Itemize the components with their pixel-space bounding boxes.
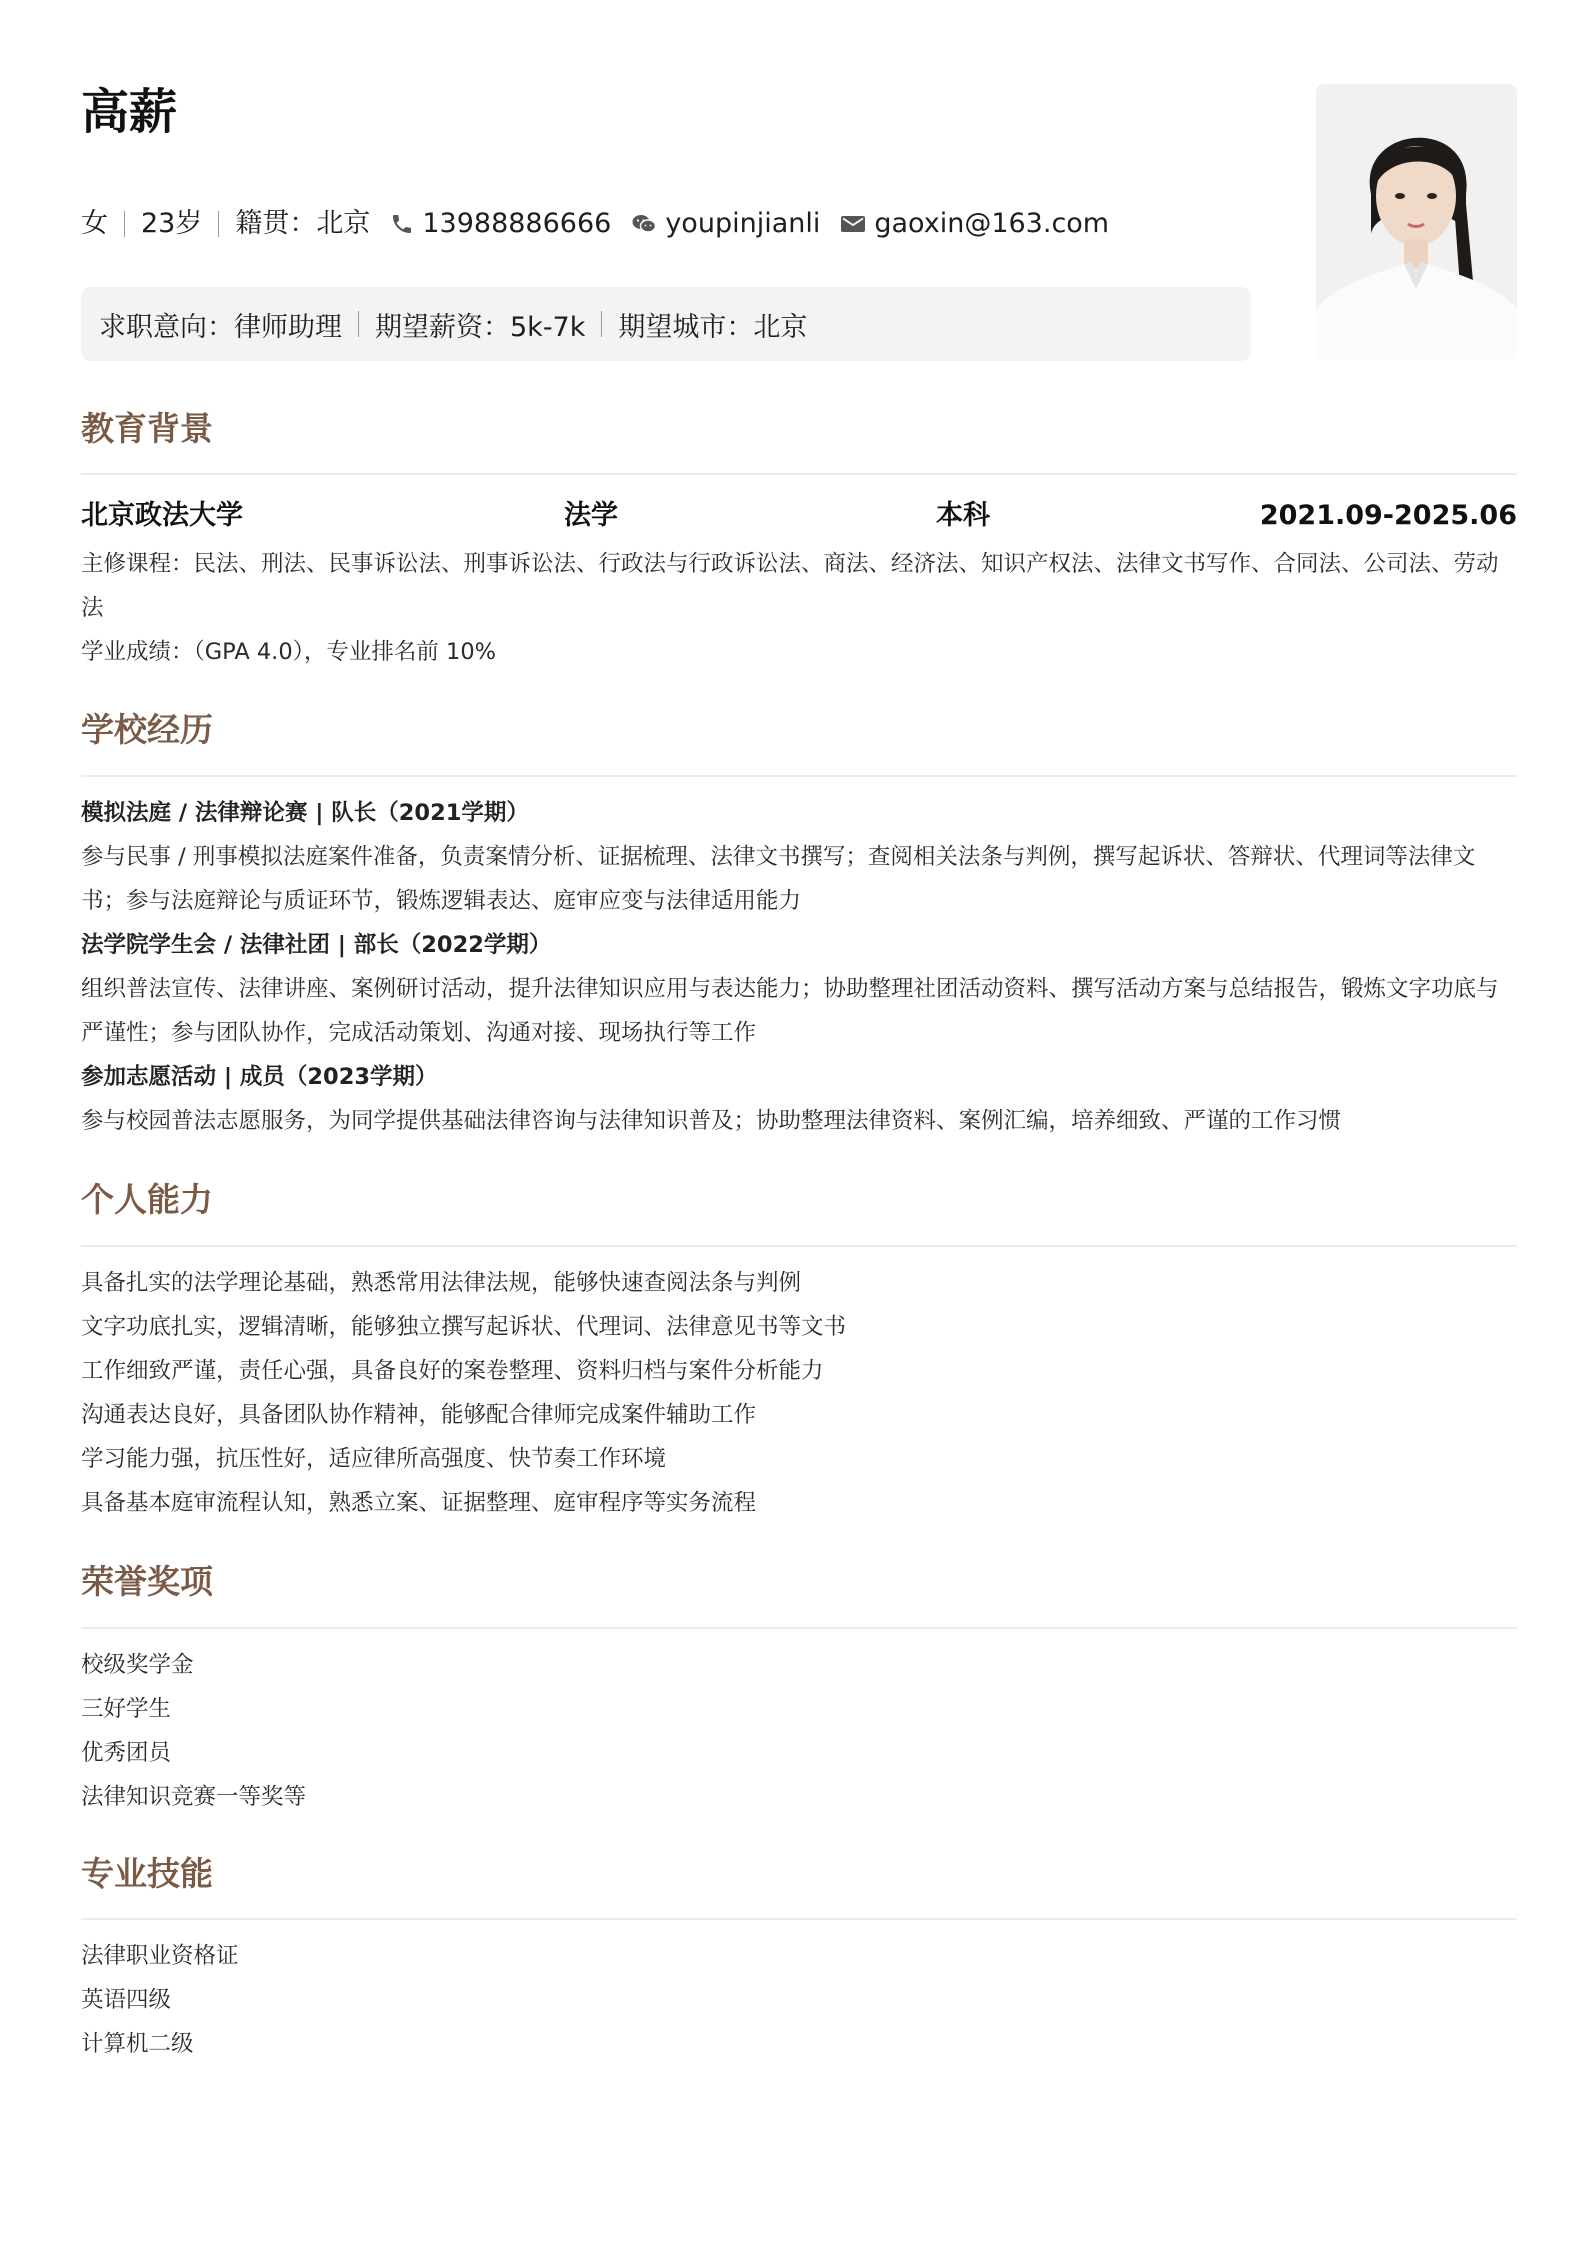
origin: 籍贯：北京	[235, 208, 371, 239]
honor-list	[81, 1643, 1517, 1819]
section-title-skills: 专业技能	[81, 1854, 213, 1893]
experience-description: 组织普法宣传、法律讲座、案例研讨活动，提升法律知识应用与表达能力；协助整理社团活动资料、撰写活动方案与总结报告，锻炼文字功底与严谨性；参与团队协作，完成活动策划、沟通对接、现场执行等工作	[81, 976, 1499, 1046]
list-item: 三好学生	[81, 1696, 172, 1722]
main-courses: 主修课程：民法、刑法、民事诉讼法、刑事诉讼法、行政法与行政诉讼法、商法、经济法、知识产权法、法律文书写作、合同法、公司法、劳动法	[81, 551, 1499, 621]
list-item: 学习能力强，抗压性好，适应律所高强度、快节奏工作环境	[81, 1446, 667, 1472]
wechat-icon	[631, 212, 657, 236]
list-item: 沟通表达良好，具备团队协作精神，能够配合律师完成案件辅助工作	[81, 1402, 757, 1428]
section-title-abilities: 个人能力	[81, 1180, 213, 1219]
wechat-id: youpinjianli	[665, 208, 821, 239]
candidate-name: 高薪	[81, 84, 178, 140]
skill-list	[81, 1934, 1517, 2066]
section-divider	[81, 775, 1517, 777]
age: 23岁	[141, 208, 203, 239]
ability-list	[81, 1261, 1517, 1525]
list-item: 英语四级	[81, 1987, 172, 2013]
section-divider	[81, 1918, 1517, 1920]
section-title-education: 教育背景	[81, 409, 213, 448]
list-item: 具备基本庭审流程认知，熟悉立案、证据整理、庭审程序等实务流程	[81, 1490, 757, 1516]
degree: 本科	[936, 500, 990, 531]
email-icon	[840, 213, 866, 235]
intent-salary: 期望薪资：5k-7k	[375, 311, 586, 343]
section-title-honors: 荣誉奖项	[81, 1562, 213, 1601]
phone-icon	[390, 212, 414, 236]
divider	[218, 211, 219, 237]
wechat-contact	[631, 204, 820, 244]
list-item: 工作细致严谨，责任心强，具备良好的案卷整理、资料归档与案件分析能力	[81, 1358, 824, 1384]
experience-heading: 模拟法庭 / 法律辩论赛 | 队长（2021学期）	[81, 800, 529, 826]
divider	[601, 311, 602, 337]
portrait-illustration	[1316, 84, 1517, 360]
divider	[124, 211, 125, 237]
list-item: 校级奖学金	[81, 1652, 194, 1678]
section-title-school-experience: 学校经历	[81, 710, 213, 749]
section-divider	[81, 1245, 1517, 1247]
list-item: 优秀团员	[81, 1740, 172, 1766]
list-item: 法律知识竞赛一等奖等	[81, 1784, 307, 1810]
section-divider	[81, 1627, 1517, 1629]
job-intent-bar	[81, 287, 1251, 361]
academic-grades: 学业成绩：（GPA 4.0），专业排名前 10%	[81, 639, 497, 665]
email-contact	[840, 204, 1109, 244]
school-name: 北京政法大学	[81, 500, 243, 531]
list-item: 计算机二级	[81, 2031, 194, 2057]
list-item: 具备扎实的法学理论基础，熟悉常用法律法规，能够快速查阅法条与判例	[81, 1270, 802, 1296]
education-row	[81, 498, 1517, 534]
experience-description: 参与民事 / 刑事模拟法庭案件准备，负责案情分析、证据梳理、法律文书撰写；查阅相关法条与判例，撰写起诉状、答辩状、代理词等法律文书；参与法庭辩论与质证环节，锻炼逻辑表达、庭审应变与法律适用能力	[81, 844, 1476, 914]
experience-heading: 参加志愿活动 | 成员（2023学期）	[81, 1064, 438, 1090]
email-address: gaoxin@163.com	[874, 208, 1110, 239]
intent-position: 求职意向：律师助理	[99, 311, 342, 343]
divider	[358, 311, 359, 337]
phone-number: 13988886666	[422, 208, 612, 239]
contact-line	[81, 204, 1129, 244]
intent-city: 期望城市：北京	[618, 311, 808, 343]
gender: 女	[81, 208, 108, 239]
major: 法学	[564, 500, 618, 531]
experience-heading: 法学院学生会 / 法律社团 | 部长（2022学期）	[81, 932, 552, 958]
list-item: 文字功底扎实，逻辑清晰，能够独立撰写起诉状、代理词、法律意见书等文书	[81, 1314, 847, 1340]
list-item: 法律职业资格证	[81, 1943, 239, 1969]
experience-description: 参与校园普法志愿服务，为同学提供基础法律咨询与法律知识普及；协助整理法律资料、案例汇编，培养细致、严谨的工作习惯	[81, 1108, 1342, 1134]
profile-photo	[1316, 84, 1517, 360]
study-period: 2021.09-2025.06	[1259, 500, 1517, 531]
phone-contact	[390, 204, 611, 244]
section-divider	[81, 473, 1517, 475]
